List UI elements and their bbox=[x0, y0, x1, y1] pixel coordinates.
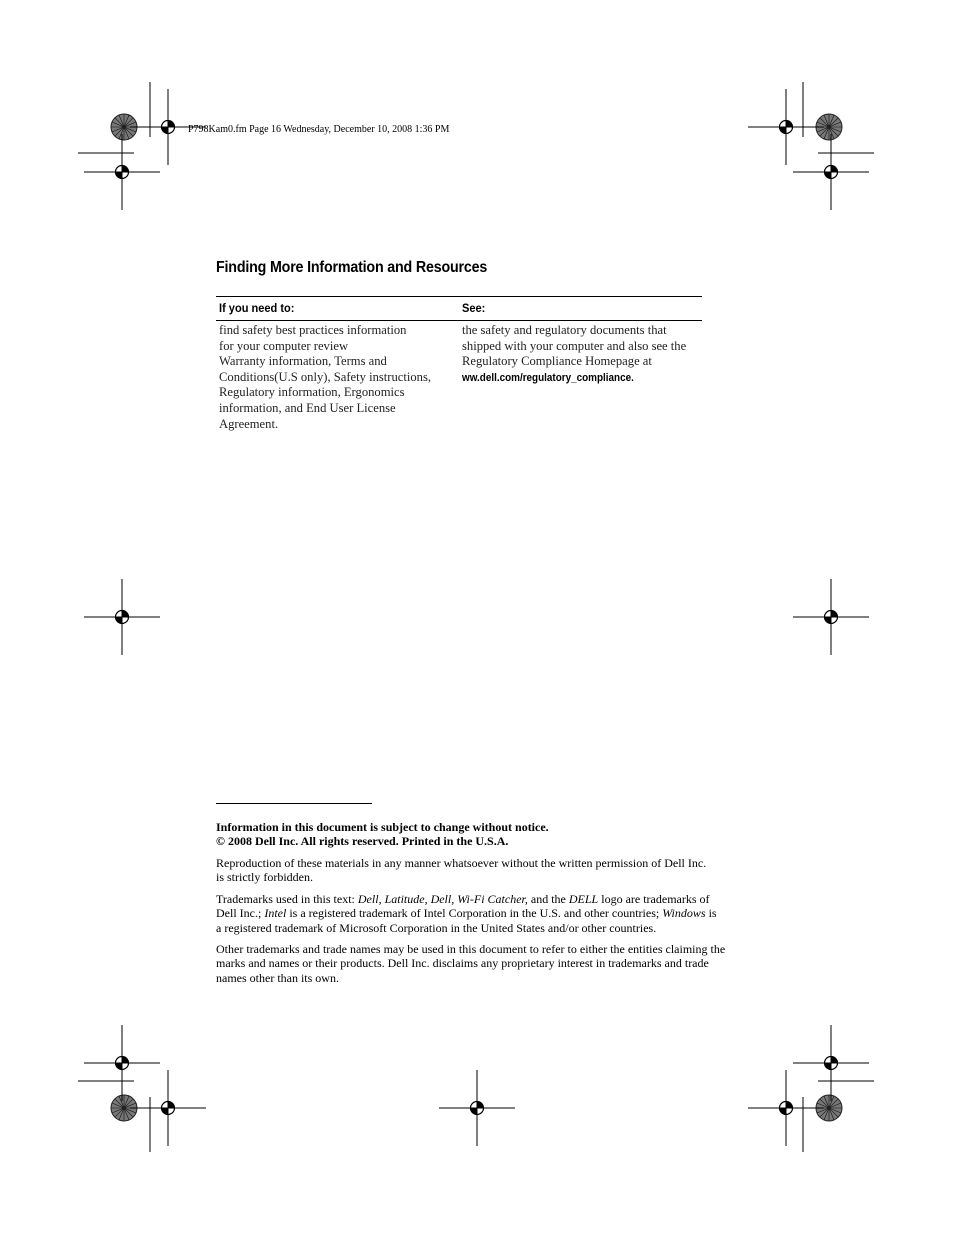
crosshair-icon bbox=[748, 1070, 824, 1146]
brand-dell: Dell bbox=[357, 892, 379, 906]
trademark-notice bbox=[216, 892, 740, 935]
other-trademarks-notice bbox=[216, 942, 740, 985]
text-span: is bbox=[705, 906, 717, 921]
table-header-need: If you need to: bbox=[219, 301, 295, 315]
notice-line: a registered trademark of Microsoft Corporation in the United States and/or other countries. bbox=[216, 920, 657, 935]
notice-line: names other than its own. bbox=[216, 970, 339, 985]
cell-line: find safety best practices information bbox=[219, 323, 407, 337]
cell-line: Warranty information, Terms and bbox=[219, 354, 387, 369]
table-top-rule bbox=[216, 296, 702, 297]
text-span: , bbox=[378, 892, 385, 906]
notice-line: © 2008 Dell Inc. All rights reserved. Printed in the U.S.A. bbox=[216, 834, 509, 849]
text-span: is a registered trademark of Intel Corporation in the U.S. and other countries; bbox=[286, 906, 663, 921]
crosshair-icon bbox=[748, 89, 824, 165]
reproduction-notice bbox=[216, 856, 740, 885]
crosshair-icon bbox=[84, 134, 160, 210]
text-span: and the bbox=[527, 892, 569, 906]
cell-line: Conditions(U.S only), Safety instructions, bbox=[219, 369, 431, 384]
crosshair-icon bbox=[793, 134, 869, 210]
cell-line: for your computer review bbox=[219, 338, 349, 353]
crosshair-icon bbox=[84, 579, 160, 655]
brand-dell-logo: DELL bbox=[568, 892, 599, 906]
text-span: Trademarks used in this text: bbox=[216, 892, 358, 906]
cell-line: the safety and regulatory documents that bbox=[462, 323, 667, 337]
notice-line bbox=[216, 906, 740, 920]
crosshair-icon bbox=[793, 1025, 869, 1101]
notice-bold-block bbox=[216, 820, 740, 849]
table-cell-need bbox=[219, 323, 431, 432]
crosshair-icon bbox=[84, 1025, 160, 1101]
footnote-separator bbox=[216, 803, 372, 804]
brand-windows: Windows bbox=[662, 906, 706, 921]
cell-line: Regulatory Compliance Homepage at bbox=[462, 354, 652, 369]
table-header-see: See: bbox=[462, 301, 486, 315]
slug-line: P798Kam0.fm Page 16 Wednesday, December 10, 2008 1:36 PM bbox=[188, 124, 450, 135]
table-header-rule bbox=[216, 320, 702, 321]
table-cell-see bbox=[462, 323, 686, 386]
notice-line bbox=[216, 892, 740, 906]
brand-intel: Intel bbox=[264, 906, 287, 921]
text-span: Dell Inc.; bbox=[216, 906, 265, 921]
section-title: Finding More Information and Resources bbox=[216, 259, 488, 276]
brand-list: Latitude, Dell, Wi-Fi Catcher, bbox=[384, 892, 528, 906]
regulatory-compliance-link[interactable]: ww.dell.com/regulatory_compliance. bbox=[462, 371, 634, 384]
crosshair-icon bbox=[130, 1070, 206, 1146]
text-span: logo are trademarks of bbox=[598, 892, 710, 906]
notice-line: Other trademarks and trade names may be used in this document to refer to either the entities claiming the bbox=[216, 942, 726, 956]
cell-line: information, and End User License bbox=[219, 400, 396, 415]
crosshair-icon bbox=[793, 579, 869, 655]
cell-line: Agreement. bbox=[219, 416, 279, 431]
notice-line: is strictly forbidden. bbox=[216, 870, 313, 885]
cell-line: Regulatory information, Ergonomics bbox=[219, 385, 405, 400]
notice-line: marks and names or their products. Dell Inc. disclaims any proprietary interest in trademarks and trade bbox=[216, 956, 709, 971]
crosshair-icon bbox=[439, 1070, 515, 1146]
notice-line: Information in this document is subject to change without notice. bbox=[216, 820, 549, 834]
cell-line: shipped with your computer and also see the bbox=[462, 338, 687, 353]
notice-line: Reproduction of these materials in any manner whatsoever without the written permission of Dell Inc. bbox=[216, 856, 707, 870]
